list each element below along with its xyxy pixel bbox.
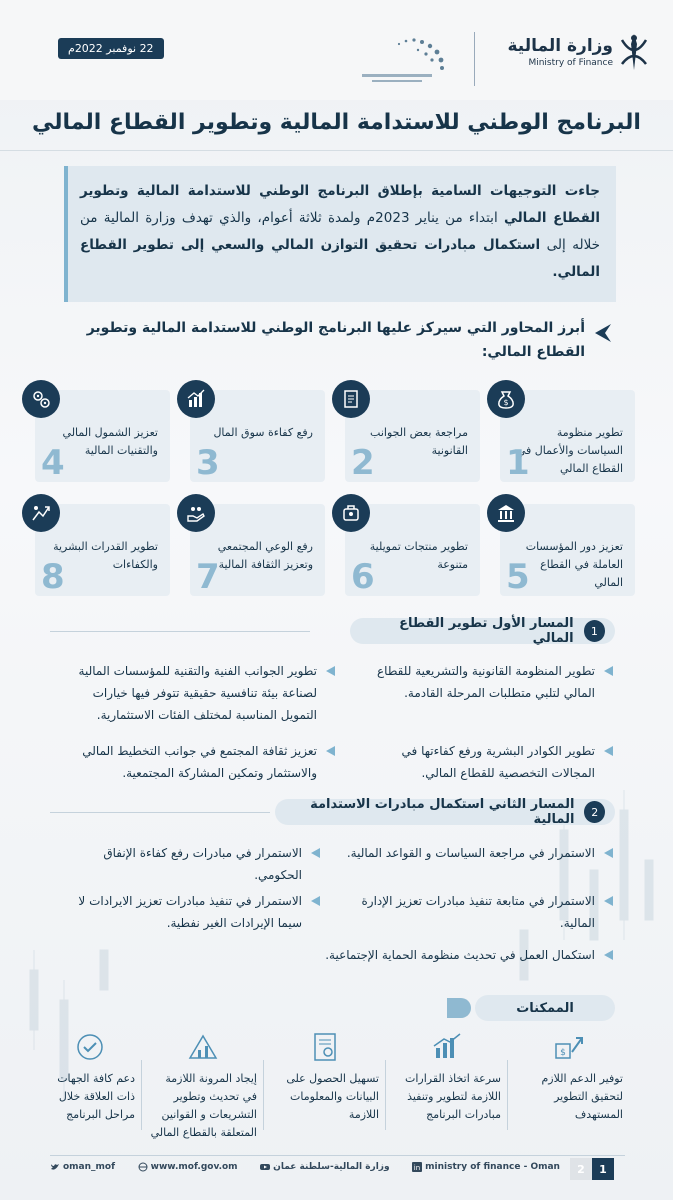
track-2-item [343,890,613,934]
axis-text: تطوير منظومة السياسات والأعمال في القطاع المالي [516,426,623,475]
intro-accent-bar [64,166,68,302]
bullet-arrow-icon [311,848,320,858]
axis-number: 5 [506,557,530,597]
intro-bold-2: استكمال مبادرات تحقيق التوازن المالي والسعي إلى تطوير القطاع المالي. [80,237,600,280]
track-1-item [55,740,335,784]
website-text: www.mof.gov.om [150,1162,238,1172]
legislation-icon [186,1030,220,1064]
twitter-icon [50,1162,60,1172]
ministry-name-en: Ministry of Finance [528,58,613,68]
legal-document-icon [332,380,370,418]
enabler-text: إيجاد المرونة اللازمة في تحديث وتطوير التشريعات و القوانين المتعلقة بالقطاع المالي [150,1072,257,1139]
ministry-logo [507,36,613,68]
money-support-icon [552,1030,586,1064]
date-badge: 22 نوفمبر 2022م [58,38,164,59]
track-1-item [363,740,613,784]
entities-support-icon [73,1030,107,1064]
axis-card [35,504,170,596]
axis-card [190,504,325,596]
human-growth-icon [22,494,60,532]
enabler-divider [507,1060,508,1130]
linkedin-icon [412,1162,422,1172]
axis-number: 1 [506,443,530,483]
axis-text: تطوير القدرات البشرية والكفاءات [53,540,158,571]
intro-bold-1: جاءت التوجيهات السامية بإطلاق البرنامج الوطني للاستدامة المالية وتطوير القطاع المالي [80,183,600,226]
intro-text: ابتداء من يناير 2023م ولمدة ثلاثة أعوام، والذي تهدف وزارة المالية من خلاله إلى [80,210,601,253]
axis-text: رفع الوعي المجتمعي وتعزيز الثقافة المالية [217,540,313,571]
track-1-item [55,660,335,726]
axes-heading: أبرز المحاور التي سيركز عليها البرنامج الوطني للاستدامة المالية وتطوير القطاع المالي: [86,320,585,360]
data-access-icon [308,1030,342,1064]
enabler-divider [263,1060,264,1130]
bullet-arrow-icon [604,950,613,960]
track-2-header [275,799,615,825]
track-2-item [55,890,320,934]
bullet-arrow-icon [604,746,613,756]
title-divider [0,150,673,151]
track-2-item [313,944,613,966]
enablers-accent [447,998,471,1018]
axis-text: رفع كفاءة سوق المال [213,426,313,439]
enabler-divider [385,1060,386,1130]
institution-building-icon [487,494,525,532]
track-item-text: الاستمرار في مراجعة السياسات و القواعد المالية. [346,846,595,860]
track-number: 2 [584,801,605,823]
decision-chart-icon [430,1030,464,1064]
svg-text:$: $ [560,1048,566,1058]
twitter-text: oman_mof [63,1162,116,1172]
axis-text: تعزيز دور المؤسسات العاملة في القطاع المالي [525,540,623,589]
track-1-item [363,660,613,704]
section-arrow-icon [591,322,613,344]
svg-text:in: in [413,1164,421,1172]
track-item-text: تطوير الكوادر البشرية ورفع كفاءتها في المجالات التخصصية للقطاع المالي. [401,744,595,780]
twitter-handle[interactable] [50,1162,115,1172]
track-item-text: الاستمرار في متابعة تنفيذ مبادرات تعزيز الإدارة المالية. [361,894,595,930]
oman-emblem-icon [617,30,651,74]
axis-card [345,390,480,482]
bullet-arrow-icon [604,848,613,858]
ministry-name-ar: وزارة المالية [507,36,613,56]
market-chart-icon [177,380,215,418]
track-item-text: الاستمرار في تنفيذ مبادرات تعزيز الايرادات لا سيما الإيرادات الغير نفطية. [78,894,302,930]
enabler-item [271,1030,379,1124]
track-label: المسار الثاني استكمال مبادرات الاستدامة المالية [310,797,575,827]
enabler-item [149,1030,257,1142]
linkedin-page[interactable] [412,1162,560,1172]
footer-divider [50,1155,625,1156]
axis-number: 3 [196,443,220,483]
page-footer [50,1162,560,1172]
website-link[interactable] [138,1162,238,1172]
axis-text: مراجعة بعض الجوانب القانونية [370,426,468,457]
track-item-text: الاستمرار في مبادرات رفع كفاءة الإنفاق الحكومي. [103,846,302,882]
enabler-text: دعم كافة الجهات ذات العلاقة خلال مراحل البرنامج [57,1072,135,1121]
globe-icon [138,1162,148,1172]
axis-number: 2 [351,443,375,483]
enabler-divider [141,1060,142,1130]
enabler-item [393,1030,501,1124]
axis-text: تعزيز الشمول المالي والتقنيات المالية [62,426,158,457]
linkedin-text: ministry of finance - Oman [425,1162,560,1172]
youtube-icon [260,1162,270,1172]
track-item-text: تعزيز ثقافة المجتمع في جوانب التخطيط المالي والاستثمار وتمكين المشاركة المجتمعية. [82,744,317,780]
finance-products-icon [332,494,370,532]
page-next[interactable]: 2 [570,1158,592,1180]
community-hand-icon [177,494,215,532]
axis-card [35,390,170,482]
axis-number: 7 [196,557,220,597]
track-item-text: تطوير الجوانب الفنية والتقنية للمؤسسات المالية لصناعة بيئة تنافسية حقيقية تتوفر فيها خيارات التمويل المناسبة لمختلف الفئات الاستثمارية. [78,664,317,722]
money-bag-icon [487,380,525,418]
bullet-arrow-icon [604,666,613,676]
axis-number: 6 [351,557,375,597]
enablers-header: الممكنات [475,995,615,1021]
axis-number: 8 [41,557,65,597]
svg-text:$: $ [503,398,509,407]
track-2-item [343,842,613,864]
axis-card [345,504,480,596]
track-number: 1 [584,620,605,642]
page-header [0,0,673,100]
axis-card [190,390,325,482]
page-current: 1 [592,1158,614,1180]
axis-card [500,390,635,482]
page-title: البرنامج الوطني للاستدامة المالية وتطوير القطاع المالي [32,110,641,135]
axis-number: 4 [41,443,65,483]
track-item-text: تطوير المنظومة القانونية والتشريعية للقطاع المالي لتلبي متطلبات المرحلة القادمة. [377,664,595,700]
youtube-text: وزارة المالية-سلطنة عمان [273,1162,390,1172]
enabler-text: توفير الدعم اللازم لتحقيق التطوير المستهدف [541,1072,623,1121]
intro-box [64,166,616,302]
enabler-item [45,1030,135,1124]
enabler-text: تسهيل الحصول على البيانات والمعلومات اللازمة [286,1072,379,1121]
bullet-arrow-icon [311,896,320,906]
axis-card [500,504,635,596]
track-label: المسار الأول تطوير القطاع المالي [399,616,574,646]
axis-text: تطوير منتجات تمويلية متنوعة [369,540,468,571]
youtube-channel[interactable] [260,1162,389,1172]
track-divider [50,812,270,813]
track-divider [50,631,310,632]
conference-logo-icon [352,30,462,90]
bullet-arrow-icon [326,666,335,676]
fintech-gears-icon [22,380,60,418]
track-1-header [350,618,615,644]
track-2-item [55,842,320,886]
enabler-text: سرعة اتخاذ القرارات اللازمة لتطوير وتنفيذ مبادرات البرنامج [404,1072,501,1121]
track-item-text: استكمال العمل في تحديث منظومة الحماية الإجتماعية. [325,948,595,962]
bullet-arrow-icon [326,746,335,756]
header-divider [474,32,475,86]
enabler-item [515,1030,623,1124]
bullet-arrow-icon [604,896,613,906]
